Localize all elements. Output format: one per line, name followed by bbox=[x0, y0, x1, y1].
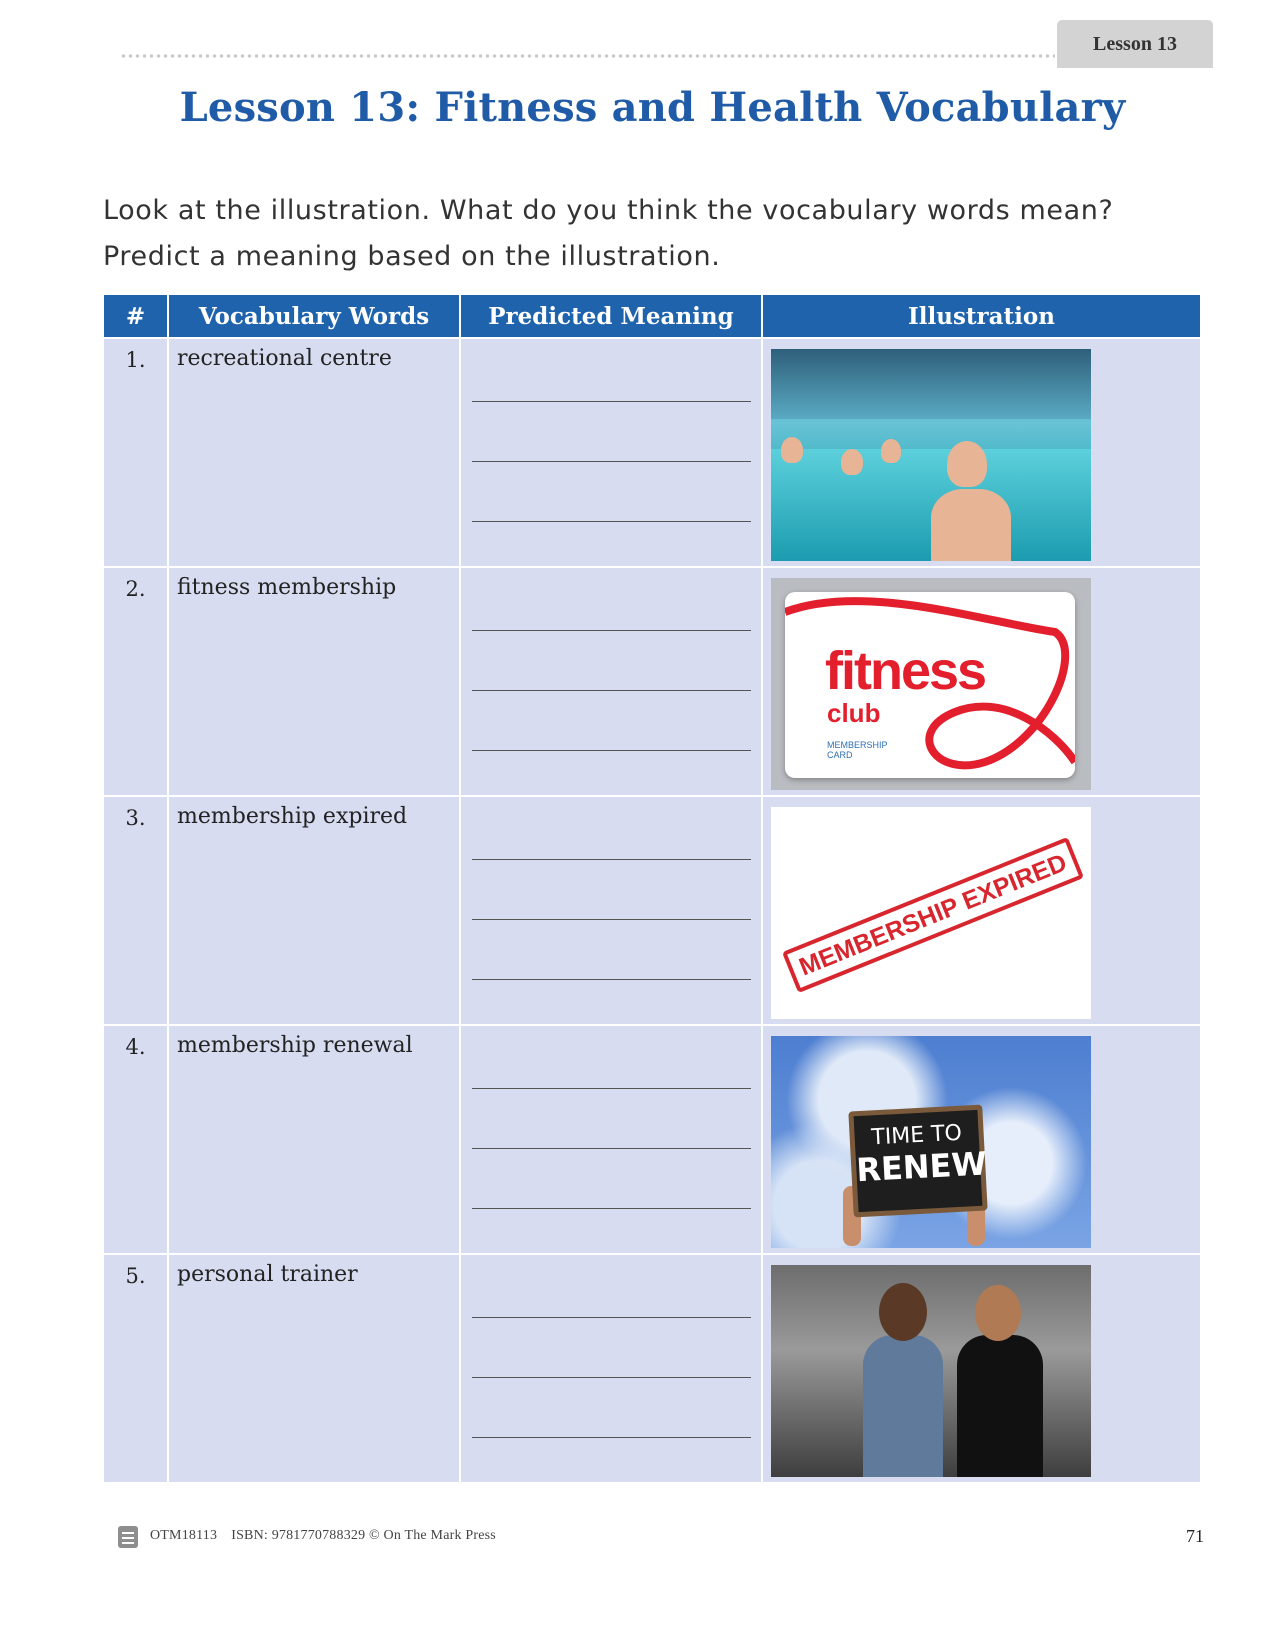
lesson-tab: Lesson 13 bbox=[1057, 20, 1213, 68]
row-number-cell bbox=[104, 1025, 168, 1254]
row-number: 4. bbox=[125, 1035, 146, 1059]
answer-line[interactable] bbox=[472, 859, 751, 860]
vocabulary-word-cell bbox=[168, 1025, 460, 1254]
card-club-text: club bbox=[827, 698, 881, 728]
answer-line[interactable] bbox=[472, 521, 751, 522]
renew-sign-line-2: RENEW bbox=[855, 1144, 988, 1190]
header-vocabulary-words: Vocabulary Words bbox=[168, 295, 460, 338]
row-number-cell bbox=[104, 567, 168, 796]
answer-line[interactable] bbox=[472, 401, 751, 402]
membership-card bbox=[785, 592, 1075, 778]
table-row bbox=[104, 1254, 1200, 1482]
illustration-cell bbox=[762, 1025, 1200, 1254]
card-membership-text: MEMBERSHIP CARD bbox=[827, 740, 888, 760]
row-number: 3. bbox=[125, 806, 146, 830]
answer-line[interactable] bbox=[472, 919, 751, 920]
answer-line[interactable] bbox=[472, 979, 751, 980]
header-predicted-meaning: Predicted Meaning bbox=[460, 295, 762, 338]
vocabulary-word-cell bbox=[168, 567, 460, 796]
time-to-renew-sign-photo bbox=[771, 1036, 1091, 1248]
instructions-line-2: Predict a meaning based on the illustration. bbox=[103, 241, 721, 272]
row-number-cell bbox=[104, 796, 168, 1025]
renew-sign bbox=[848, 1105, 987, 1218]
table-row bbox=[104, 1025, 1200, 1254]
card-fitness-text: fitness bbox=[825, 641, 986, 701]
page-title: Lesson 13: Fitness and Health Vocabulary bbox=[179, 84, 1126, 131]
footer-publisher bbox=[150, 1528, 496, 1544]
row-number: 2. bbox=[125, 577, 146, 601]
vocabulary-word: personal trainer bbox=[177, 1262, 358, 1287]
table-row bbox=[104, 567, 1200, 796]
illustration-cell bbox=[762, 338, 1200, 567]
expired-stamp: MEMBERSHIP EXPIRED bbox=[782, 837, 1084, 993]
predicted-meaning-cell[interactable] bbox=[460, 1025, 762, 1254]
row-number: 1. bbox=[125, 348, 146, 372]
instructions-line-1: Look at the illustration. What do you think the vocabulary words mean? bbox=[103, 195, 1114, 226]
vocabulary-word-cell bbox=[168, 1254, 460, 1482]
vocabulary-word: membership renewal bbox=[177, 1033, 413, 1058]
predicted-meaning-cell[interactable] bbox=[460, 796, 762, 1025]
publisher-logo-icon bbox=[118, 1526, 138, 1548]
predicted-meaning-cell[interactable] bbox=[460, 567, 762, 796]
predicted-meaning-cell[interactable] bbox=[460, 1254, 762, 1482]
illustration-cell bbox=[762, 1254, 1200, 1482]
table-header-row bbox=[104, 295, 1200, 338]
illustration-cell bbox=[762, 567, 1200, 796]
vocabulary-word: membership expired bbox=[177, 804, 408, 829]
expired-stamp-image bbox=[771, 807, 1091, 1019]
row-number-cell bbox=[104, 338, 168, 567]
footer-code: OTM18113 bbox=[150, 1528, 218, 1543]
page-number: 71 bbox=[1186, 1526, 1204, 1546]
answer-line[interactable] bbox=[472, 1148, 751, 1149]
answer-line[interactable] bbox=[472, 750, 751, 751]
illustration-cell bbox=[762, 796, 1200, 1025]
answer-line[interactable] bbox=[472, 1437, 751, 1438]
pool-fitness-class-photo bbox=[771, 349, 1091, 561]
row-number-cell bbox=[104, 1254, 168, 1482]
table-row bbox=[104, 338, 1200, 567]
answer-line[interactable] bbox=[472, 630, 751, 631]
answer-line[interactable] bbox=[472, 1088, 751, 1089]
dotted-rule bbox=[120, 54, 1055, 58]
vocabulary-table bbox=[104, 295, 1200, 1482]
gym-trainer-photo bbox=[771, 1265, 1091, 1477]
table-row bbox=[104, 796, 1200, 1025]
answer-line[interactable] bbox=[472, 461, 751, 462]
membership-card-photo bbox=[771, 578, 1091, 790]
predicted-meaning-cell[interactable] bbox=[460, 338, 762, 567]
footer-isbn: ISBN: 9781770788329 © On The Mark Press bbox=[231, 1528, 496, 1543]
answer-line[interactable] bbox=[472, 1377, 751, 1378]
client-figure bbox=[863, 1335, 943, 1477]
renew-sign-line-1: TIME TO bbox=[870, 1120, 963, 1151]
vocabulary-word-cell bbox=[168, 796, 460, 1025]
answer-line[interactable] bbox=[472, 1208, 751, 1209]
header-illustration: Illustration bbox=[762, 295, 1200, 338]
vocabulary-word: recreational centre bbox=[177, 346, 392, 371]
answer-line[interactable] bbox=[472, 1317, 751, 1318]
instructions bbox=[103, 188, 1203, 280]
vocabulary-word-cell bbox=[168, 338, 460, 567]
answer-line[interactable] bbox=[472, 690, 751, 691]
row-number: 5. bbox=[125, 1264, 146, 1288]
vocabulary-word: fitness membership bbox=[177, 575, 397, 600]
trainer-figure bbox=[957, 1335, 1043, 1477]
header-number: # bbox=[104, 295, 168, 338]
